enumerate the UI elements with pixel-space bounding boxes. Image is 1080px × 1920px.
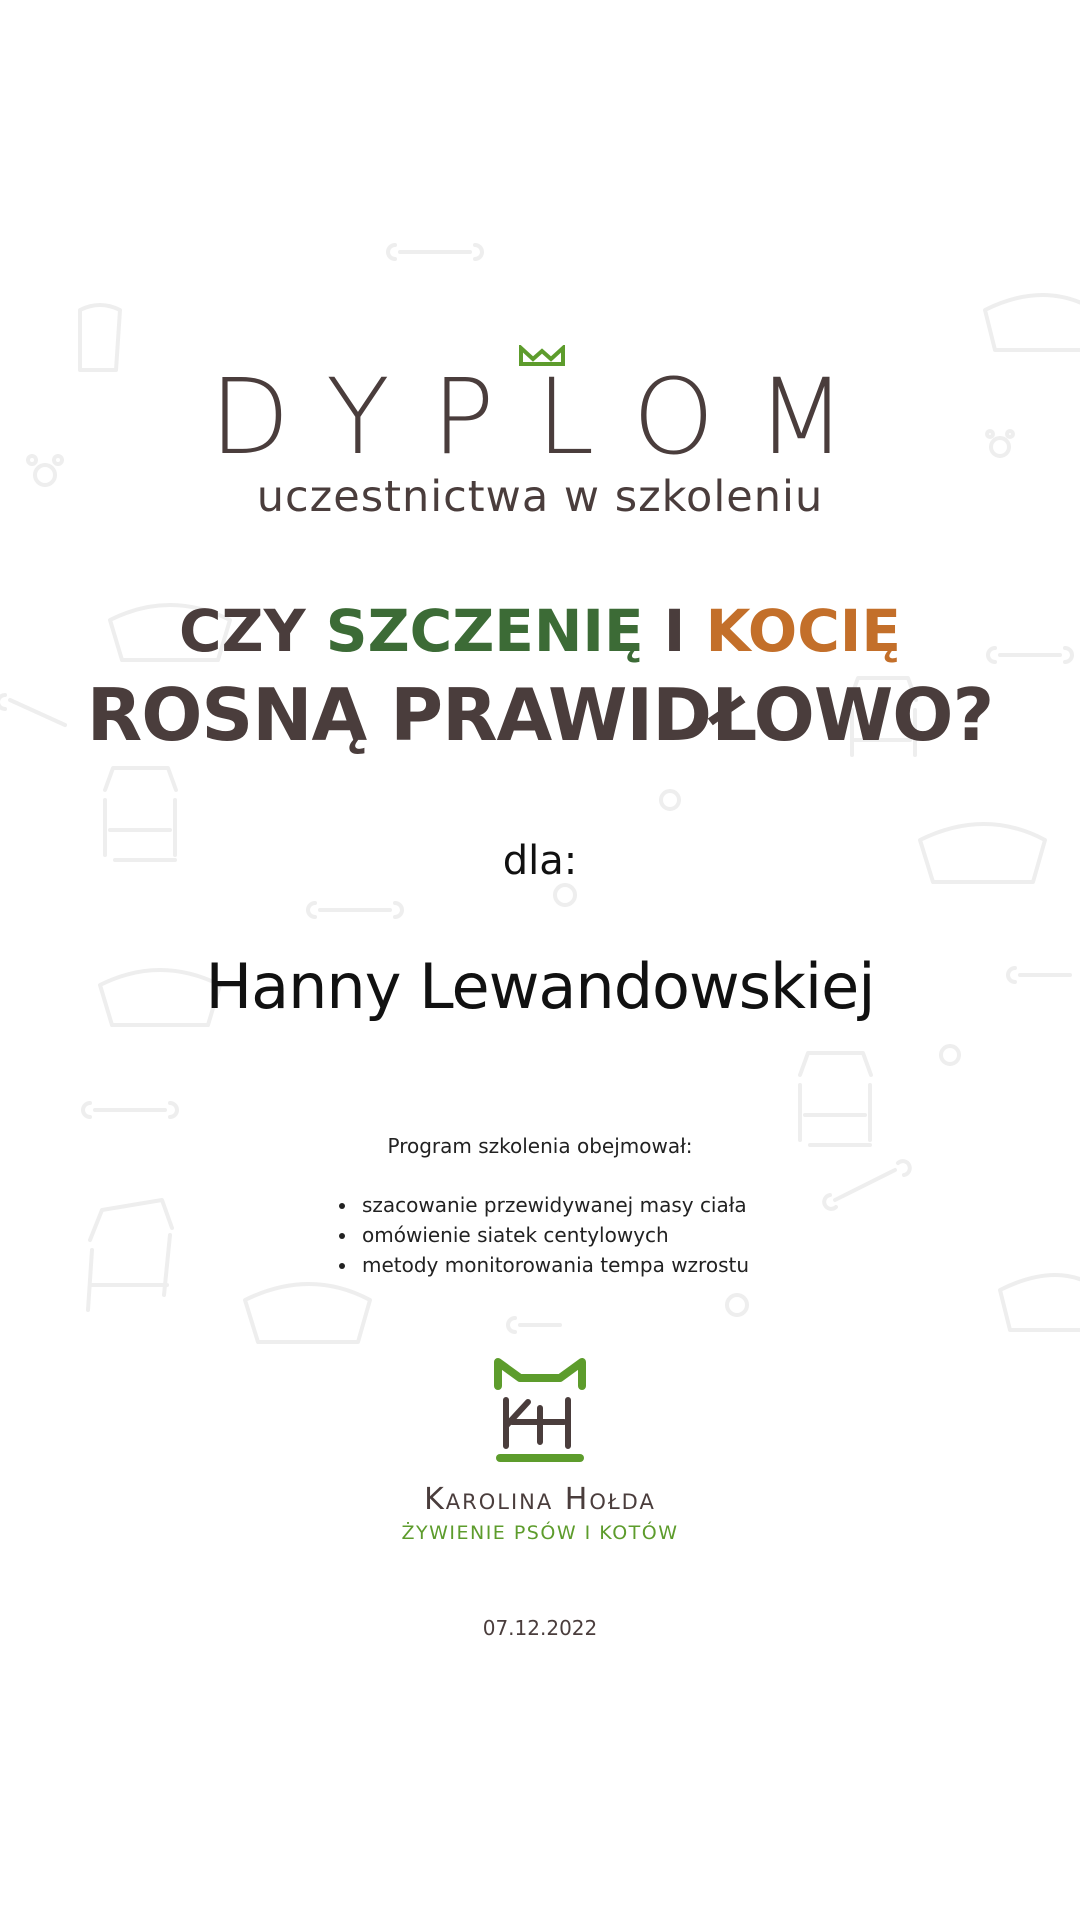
for-label: dla:	[502, 838, 578, 884]
diploma-title: DYPLOM	[209, 356, 889, 478]
course-title-line-2: ROSNĄ PRAWIDŁOWO?	[86, 673, 994, 757]
course-title-part: CZY	[178, 597, 326, 665]
course-title-kitten: KOCIĘ	[705, 597, 901, 665]
program-list	[330, 1190, 749, 1280]
kh-cat-dog-logo-icon	[492, 1356, 588, 1468]
issue-date: 07.12.2022	[482, 1616, 598, 1640]
program-heading: Program szkolenia obejmował:	[387, 1134, 693, 1158]
course-title-puppy: SZCZENIĘ	[325, 597, 644, 665]
list-item: • metody monitorowania tempa wzrostu	[358, 1250, 749, 1280]
diploma-subtitle: uczestnictwa w szkoleniu	[256, 472, 824, 522]
course-title-line-1	[0, 597, 1080, 665]
logo-tagline: ŻYWIENIE PSÓW I KOTÓW	[401, 1522, 679, 1544]
list-item: • szacowanie przewidywanej masy ciała	[358, 1190, 749, 1220]
list-item: • omówienie siatek centylowych	[358, 1220, 749, 1250]
course-title-part: I	[643, 597, 706, 665]
logo-name: Karolina Hołda	[424, 1482, 656, 1517]
recipient-name: Hanny Lewandowskiej	[205, 950, 875, 1023]
